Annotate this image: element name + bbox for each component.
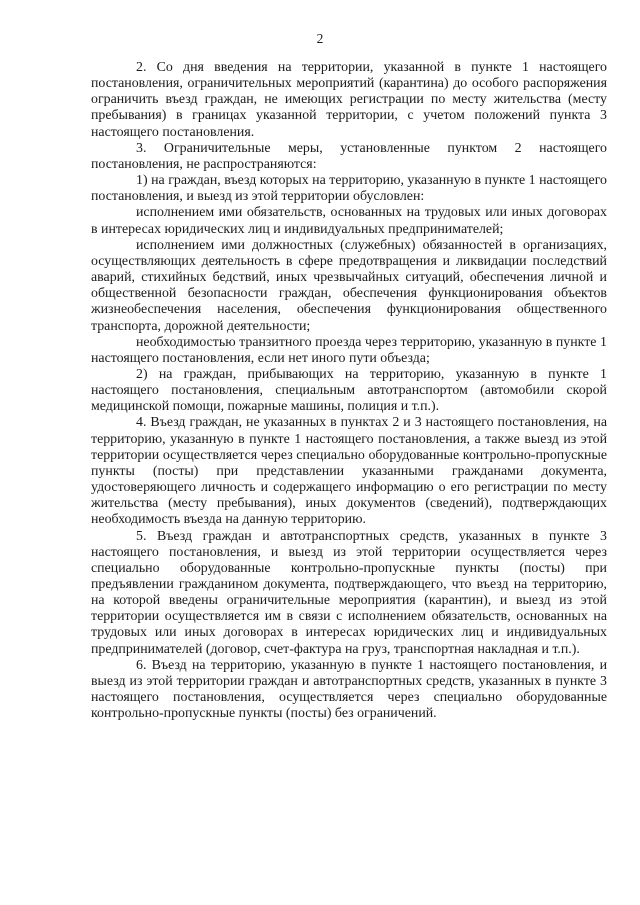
paragraph-6: 6. Въезд на территорию, указанную в пункте 1 настоящего постановления, и выезд из этой территории граждан и автотранспортных средств, указанных в пункте 3 настоящего постановления, осуществляется через специально оборудованные контрольно-пропускные пункты (посты) без ограничений. — [91, 657, 607, 722]
document-body — [91, 60, 607, 722]
paragraph-3-2: 2) на граждан, прибывающих на территорию, указанную в пункте 1 настоящего постановления, специальным автотранспортом (автомобили скорой медицинской помощи, пожарные машины, полиция и т.п.). — [91, 366, 607, 415]
paragraph-3: 3. Ограничительные меры, установленные пунктом 2 настоящего постановления, не распространяются: — [91, 140, 607, 172]
paragraph-3-1: 1) на граждан, въезд которых на территорию, указанную в пункте 1 настоящего постановления, и выезд из этой территории обусловлен: — [91, 173, 607, 205]
paragraph-3-1-duties: исполнением ими должностных (служебных) обязанностей в организациях, осуществляющих деятельность в сфере предотвращения и ликвидации последствий аварий, стихийных бедствий, иных чрезвычайных ситуаций, обеспечения личной и общественной безопасности граждан, обеспечения функционирования объектов жизнеобеспечения населения, обеспечения функционирования общественного транспорта, дорожной деятельности; — [91, 237, 607, 334]
paragraph-3-1-contracts: исполнением ими обязательств, основанных на трудовых или иных договорах в интересах юридических лиц и индивидуальных предпринимателей; — [91, 205, 607, 237]
paragraph-4: 4. Въезд граждан, не указанных в пунктах 2 и 3 настоящего постановления, на территорию, указанную в пункте 1 настоящего постановления, а также выезд из этой территории осуществляется через специально оборудованные контрольно-пропускные пункты (посты) при представлении указанными гражданами документа, удостоверяющего личность и содержащего информацию о его регистрации по месту жительства (месту пребывания), иных документов (сведений), подтверждающих необходимость въезда на данную территорию. — [91, 415, 607, 528]
page-number: 2 — [316, 31, 324, 46]
paragraph-3-1-transit: необходимостью транзитного проезда через территорию, указанную в пункте 1 настоящего постановления, если нет иного пути объезда; — [91, 334, 607, 366]
paragraph-5: 5. Въезд граждан и автотранспортных средств, указанных в пункте 3 настоящего постановления, и выезд из этой территории осуществляется через специально оборудованные контрольно-пропускные пункты (посты) при предъявлении гражданином документа, подтверждающего, что въезд на территорию, на которой введены ограничительные мероприятия (карантин), и выезд из этой территории осуществляется им в связи с исполнением обязательств, основанных на трудовых или иных договорах в интересах юридических лиц и индивидуальных предпринимателей (договор, счет-фактура на груз, транспортная накладная и т.п.). — [91, 528, 607, 657]
paragraph-2: 2. Со дня введения на территории, указанной в пункте 1 настоящего постановления, ограничительных мероприятий (карантина) до особого распоряжения ограничить въезд граждан, не имеющих регистрации по месту жительства (месту пребывания) в границах указанной территории, с учетом положений пункта 3 настоящего постановления. — [91, 60, 607, 140]
